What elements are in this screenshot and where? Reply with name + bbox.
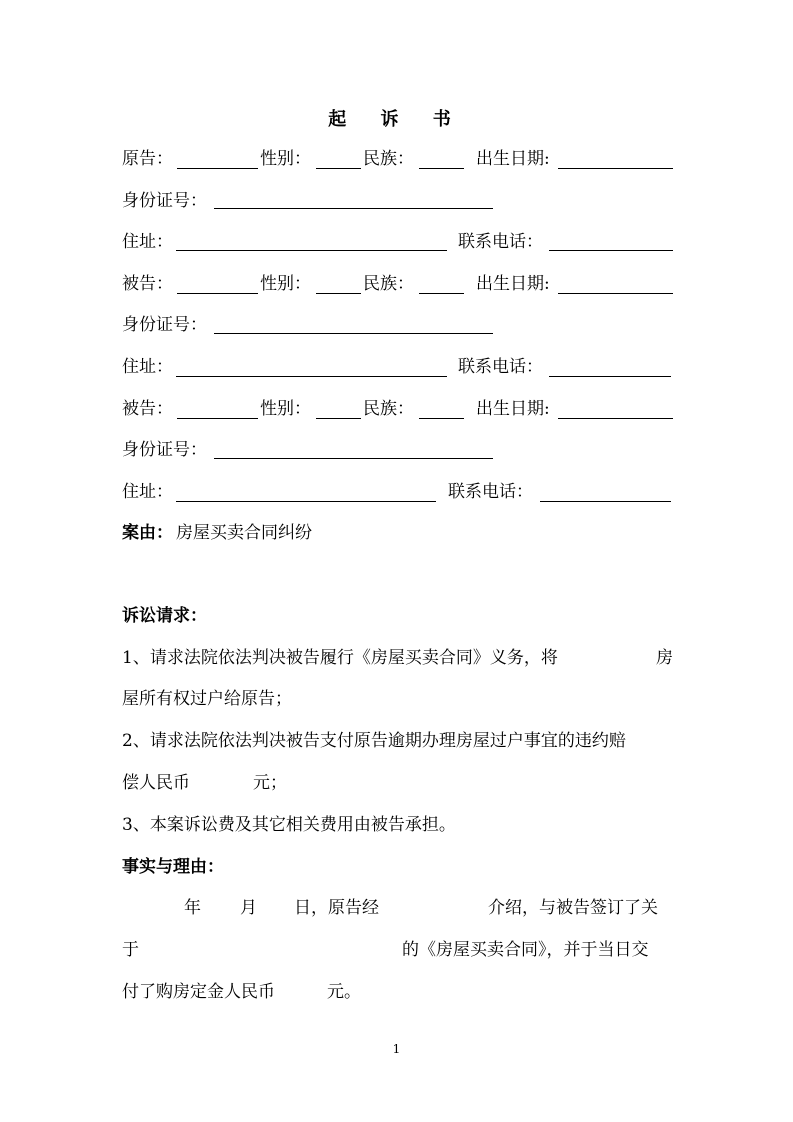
defendant2-id-field[interactable] — [214, 458, 493, 459]
plaintiff-id-field[interactable] — [214, 208, 493, 209]
facts-day-text: 日，原告经 — [294, 898, 379, 918]
defendant1-phone-field[interactable] — [549, 376, 671, 377]
facts-heading: 事实与理由： — [122, 857, 224, 877]
page-number: 1 — [392, 1042, 401, 1056]
plaintiff-phone-label: 联系电话： — [458, 232, 543, 252]
defendant1-id-field[interactable] — [214, 333, 493, 334]
defendant2-phone-field[interactable] — [540, 501, 671, 502]
plaintiff-address-label: 住址： — [122, 232, 173, 252]
claim-2-line-1: 2、请求法院依法判决被告支付原告逾期办理房屋过户事宜的违约赔 — [122, 731, 626, 751]
claim-1-line-2: 屋所有权过户给原告； — [122, 689, 292, 709]
facts-intro-text: 介绍，与被告签订了关 — [488, 898, 658, 918]
plaintiff-ethnicity-label: 民族： — [363, 149, 414, 169]
plaintiff-name-label: 原告： — [122, 149, 173, 169]
defendant1-address-label: 住址： — [122, 357, 173, 377]
defendant2-ethnicity-field[interactable] — [419, 418, 464, 419]
claim-1-tail: 房 — [656, 648, 673, 668]
defendant1-birth-field[interactable] — [558, 293, 673, 294]
defendant2-phone-label: 联系电话： — [448, 482, 533, 502]
facts-line3-unit: 元。 — [327, 982, 361, 1002]
facts-line2-end: 的《房屋买卖合同》，并于当日交 — [402, 940, 649, 960]
defendant2-address-label: 住址： — [122, 482, 173, 502]
defendant1-birth-label: 出生日期: — [476, 274, 550, 294]
facts-line3-deposit: 付了购房定金人民币 — [122, 982, 275, 1002]
claim-2-amount-label: 偿人民币 — [122, 773, 190, 793]
plaintiff-ethnicity-field[interactable] — [419, 168, 464, 169]
defendant2-gender-field[interactable] — [316, 418, 361, 419]
plaintiff-birth-label: 出生日期: — [476, 149, 550, 169]
facts-year: 年 — [184, 898, 201, 918]
defendant1-gender-label: 性别： — [260, 274, 311, 294]
cause-label: 案由： — [122, 523, 173, 543]
cause-text: 房屋买卖合同纠纷 — [176, 523, 312, 543]
defendant2-address-field[interactable] — [176, 501, 436, 502]
facts-month: 月 — [240, 898, 257, 918]
defendant1-name-field[interactable] — [177, 293, 258, 294]
plaintiff-phone-field[interactable] — [549, 250, 673, 251]
claim-2-unit: 元； — [253, 773, 287, 793]
defendant2-ethnicity-label: 民族： — [363, 399, 414, 419]
plaintiff-name-field[interactable] — [177, 168, 258, 169]
defendant2-id-label: 身份证号： — [122, 440, 207, 460]
defendant1-phone-label: 联系电话： — [458, 357, 543, 377]
defendant1-ethnicity-label: 民族： — [363, 274, 414, 294]
plaintiff-id-label: 身份证号： — [122, 191, 207, 211]
plaintiff-gender-label: 性别： — [260, 149, 311, 169]
document-title: 起 诉 书 — [328, 109, 465, 130]
claim-3: 3、本案诉讼费及其它相关费用由被告承担。 — [122, 815, 456, 835]
defendant2-gender-label: 性别： — [260, 399, 311, 419]
claims-heading: 诉讼请求： — [122, 606, 207, 626]
facts-line2-start: 于 — [122, 940, 139, 960]
defendant1-ethnicity-field[interactable] — [419, 293, 464, 294]
plaintiff-birth-field[interactable] — [558, 168, 673, 169]
defendant2-birth-label: 出生日期: — [476, 399, 550, 419]
defendant2-name-field[interactable] — [177, 418, 258, 419]
plaintiff-gender-field[interactable] — [316, 168, 361, 169]
plaintiff-address-field[interactable] — [176, 250, 447, 251]
defendant1-name-label: 被告： — [122, 274, 173, 294]
defendant2-name-label: 被告： — [122, 399, 173, 419]
defendant1-address-field[interactable] — [176, 376, 447, 377]
defendant1-id-label: 身份证号： — [122, 315, 207, 335]
defendant2-birth-field[interactable] — [558, 418, 673, 419]
claim-1-line-1: 1、请求法院依法判决被告履行《房屋买卖合同》义务，将 — [122, 648, 558, 668]
defendant1-gender-field[interactable] — [316, 293, 361, 294]
